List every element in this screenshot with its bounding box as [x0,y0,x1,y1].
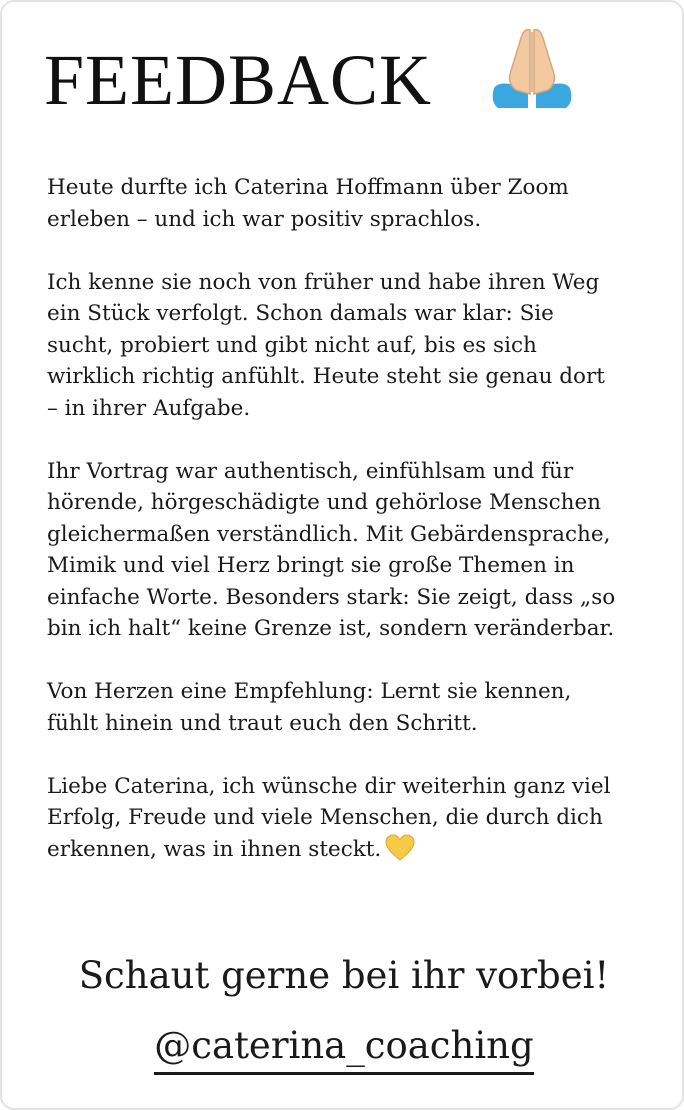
paragraph-closing [47,771,647,866]
praying-hands-icon [488,26,576,110]
paragraph-recommendation: Von Herzen eine Empfehlung: Lernt sie kennen, fühlt hinein und traut euch den Schritt. [47,679,572,736]
paragraph-talk: Ihr Vortrag war authentisch, einfühlsam und für hörende, hörgeschädigte und gehörlose Menschen gleichermaßen verständlich. Mit Gebärdensprache, Mimik und viel Herz bringt sie große Themen in einfache Worte. Besonders stark: Sie zeigt, dass „so bin ich halt“ keine Grenze ist, sondern veränderbar. [47,458,616,641]
page-title: FEEDBACK [44,40,433,120]
paragraph-background: Ich kenne sie noch von früher und habe ihren Weg ein Stück verfolgt. Schon damals war klar: Sie sucht, probiert und gibt nicht auf, bis es sich wirklich richtig anfühlt. Heute steht sie genau dort – in ihrer Aufgabe. [47,269,605,421]
feedback-body [47,172,647,897]
instagram-handle-link[interactable] [2,1022,684,1075]
handle-text[interactable]: @caterina_coaching [154,1022,533,1075]
closing-text: Liebe Caterina, ich wünsche dir weiterhin ganz viel Erfolg, Freude und viele Menschen, die durch dich erkennen, was in ihnen steckt. [47,773,611,862]
yellow-heart-icon [385,834,415,862]
cta-text: Schaut gerne bei ihr vorbei! [78,954,610,997]
paragraph-intro: Heute durfte ich Caterina Hoffmann über Zoom erleben – und ich war positiv sprachlos. [47,175,569,232]
